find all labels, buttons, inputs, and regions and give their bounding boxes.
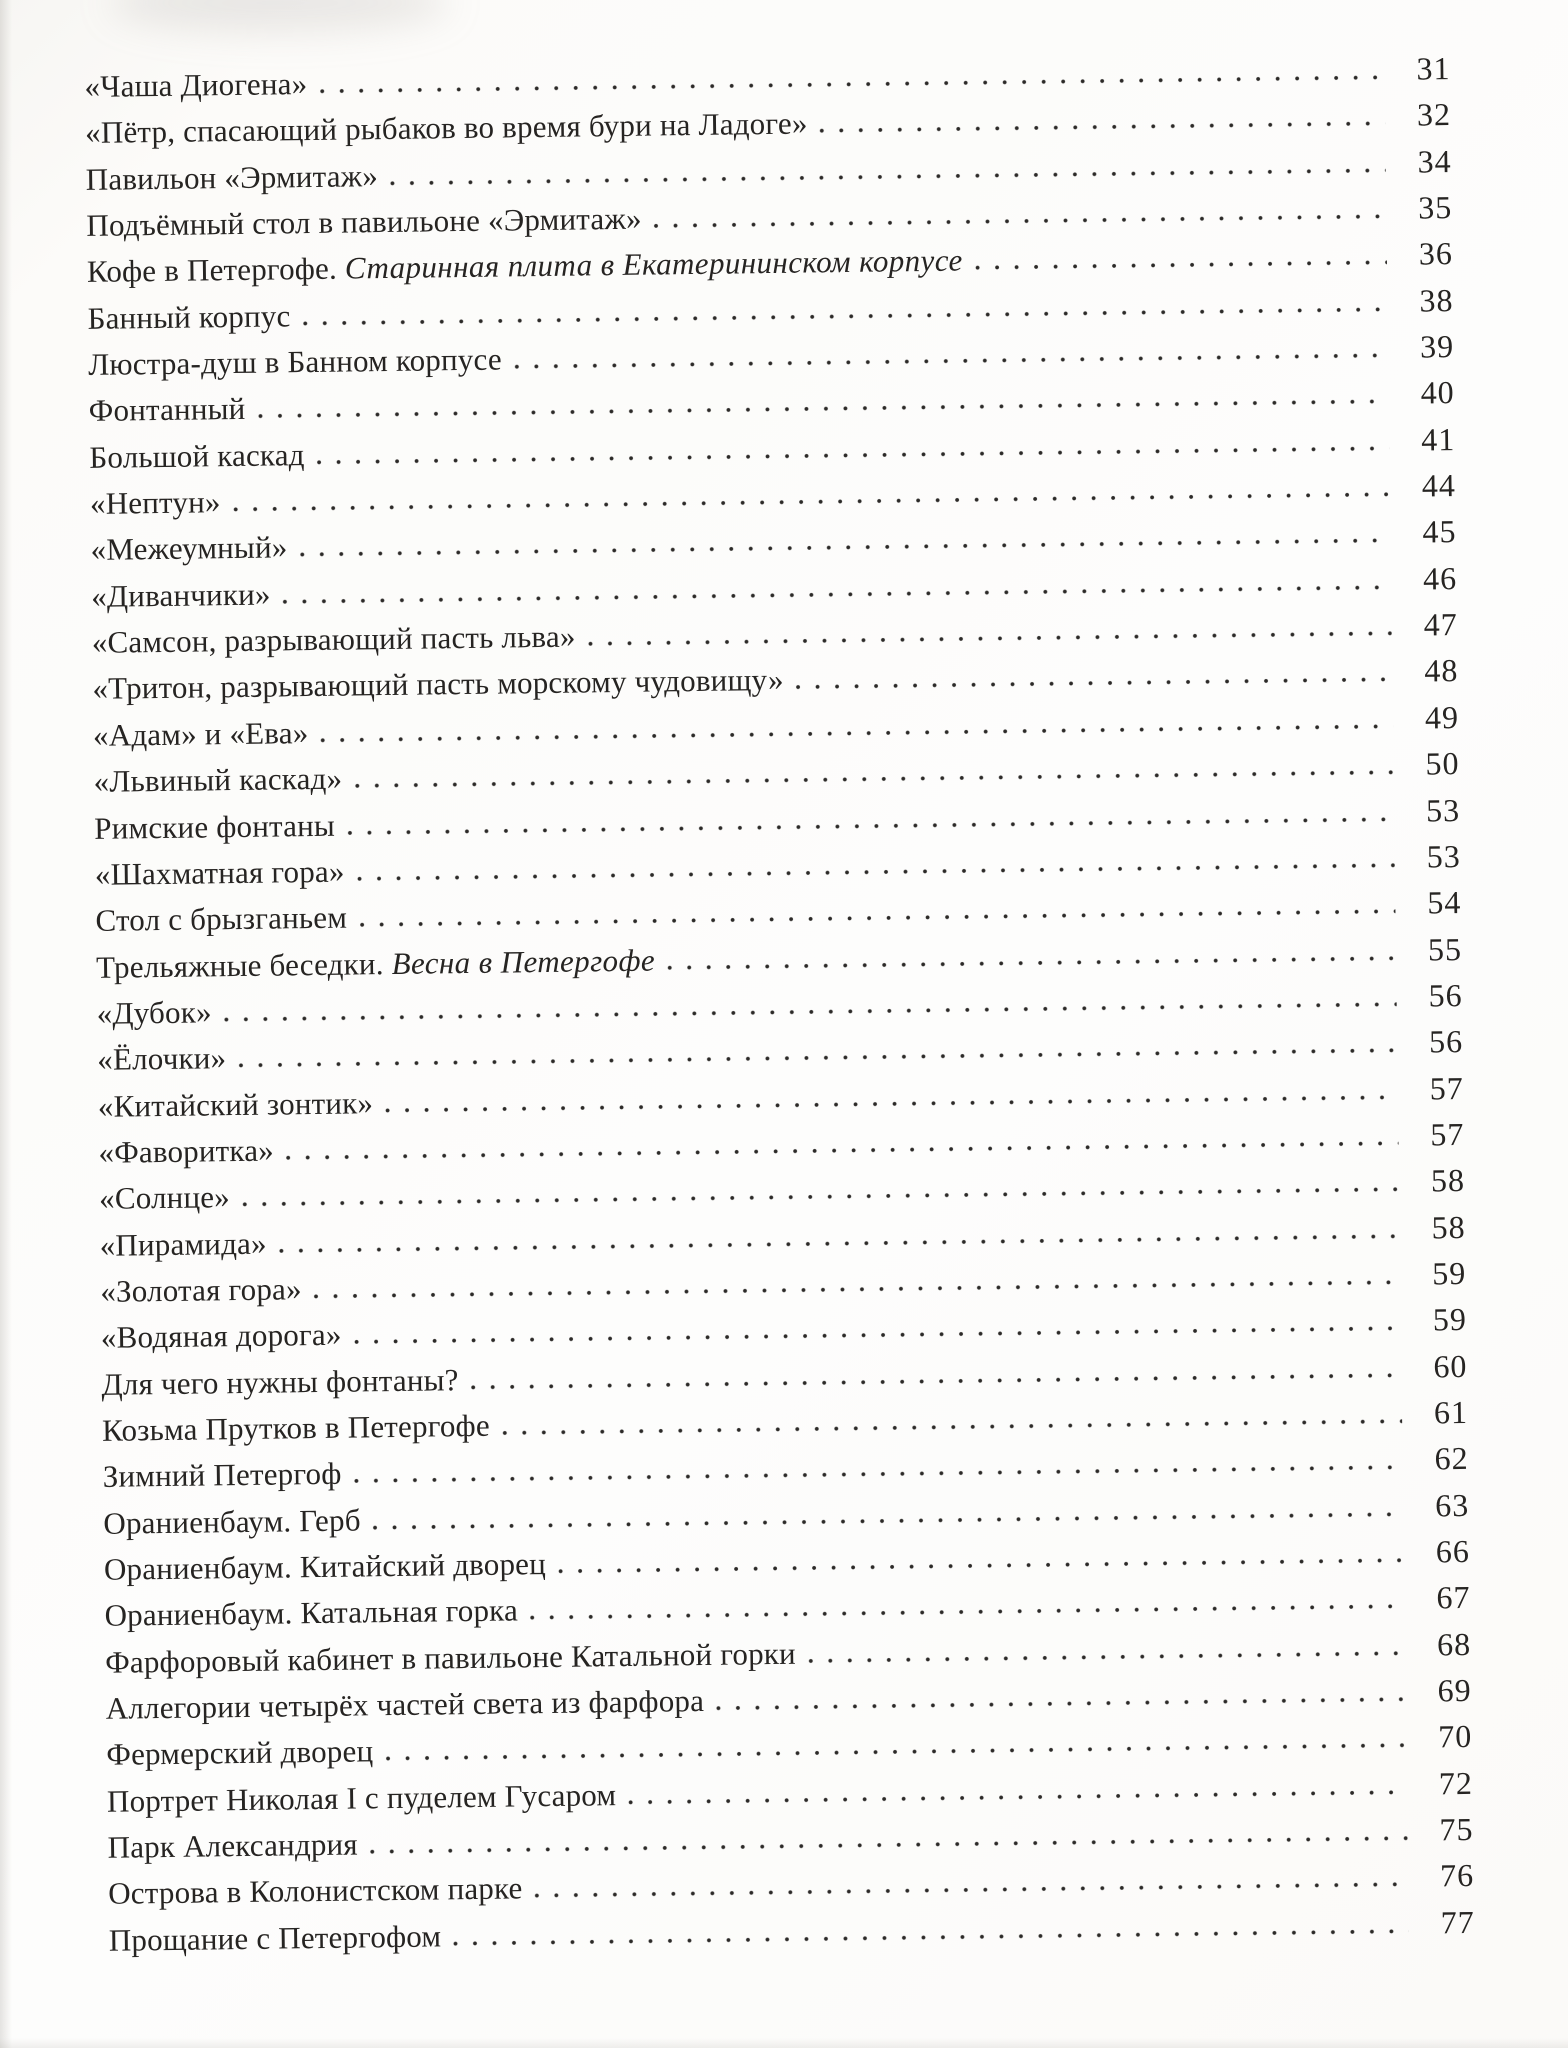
toc-entry-title: «Китайский зонтик»: [97, 1084, 374, 1124]
toc-entry-page: 41: [1421, 420, 1456, 458]
dot-leader: [317, 446, 1390, 465]
toc-entry-title: Зимний Петергоф: [102, 1456, 342, 1495]
toc-entry-title: Подъёмный стол в павильоне «Эрмитаж»: [86, 200, 642, 243]
dot-leader: [354, 1326, 1401, 1345]
toc-entry-page: 68: [1436, 1625, 1472, 1663]
dot-leader: [535, 1882, 1409, 1898]
toc-entry-page: 40: [1420, 374, 1455, 411]
dot-leader: [975, 260, 1387, 270]
dot-leader: [299, 538, 1390, 557]
toc-entry-title: «Тритон, разрывающий пасть морскому чудовищу»: [92, 662, 784, 707]
toc-entry-page: 70: [1438, 1718, 1473, 1755]
dot-leader: [558, 1558, 1404, 1574]
toc-entry-page: 56: [1428, 976, 1463, 1014]
scan-edge-shadow-bottom: [0, 2038, 1568, 2048]
toc-entry-page: 59: [1431, 1254, 1467, 1292]
toc-entry-title: «Адам» и «Ева»: [92, 714, 309, 753]
toc-entry-title: Ораниенбаум. Герб: [103, 1502, 361, 1541]
toc-entry-page: 49: [1424, 698, 1460, 736]
toc-entry-page: 75: [1439, 1810, 1474, 1848]
toc-entry-title: Римские фонтаны: [94, 807, 336, 846]
toc-entry-title: Большой каскад: [89, 436, 305, 475]
toc-entry-page: 57: [1430, 1115, 1465, 1153]
toc-entry-page: 56: [1428, 1023, 1464, 1060]
toc-entry-title: Козьма Прутков в Петергофе: [101, 1407, 491, 1448]
dot-leader: [224, 1002, 1397, 1022]
toc-entry-title: «Пётр, спасающий рыбаков во время бури на Ладоге»: [84, 105, 808, 151]
toc-entry-title: Парк Александрия: [107, 1826, 358, 1865]
toc-entry-page: 35: [1418, 189, 1453, 226]
dot-leader: [514, 353, 1388, 369]
toc-entry-page: 53: [1426, 837, 1461, 875]
toc-entry-title: «Нептун»: [89, 484, 221, 521]
dot-leader: [238, 1048, 1397, 1068]
dot-leader: [530, 1604, 1405, 1620]
toc-entry-page: 59: [1432, 1301, 1468, 1338]
dot-leader: [314, 1280, 1401, 1299]
toc-entry-title: «Самсон, разрывающий пасть льва»: [91, 618, 576, 661]
dot-leader: [654, 214, 1387, 229]
toc-entry-page: 31: [1416, 50, 1451, 87]
toc-entry-page: 63: [1434, 1486, 1470, 1524]
toc-entry-page: 39: [1419, 328, 1455, 365]
toc-entry-title: «Золотая гора»: [100, 1271, 302, 1309]
dot-leader: [283, 585, 1392, 605]
toc-entry-title: Портрет Николая I с пуделем Гусаром: [106, 1776, 617, 1819]
toc-entry-page: 76: [1439, 1857, 1475, 1894]
toc-entry-page: 57: [1429, 1069, 1465, 1106]
dot-leader: [258, 399, 1389, 419]
dot-leader: [370, 1836, 1408, 1855]
toc-entry-page: 54: [1427, 884, 1462, 921]
toc-list: [84, 31, 1475, 1963]
dot-leader: [286, 1141, 1399, 1161]
dot-leader: [453, 1929, 1409, 1947]
dot-leader: [242, 1187, 1399, 1207]
dot-leader: [359, 909, 1395, 928]
dot-leader: [357, 863, 1395, 882]
toc-entry-page: 58: [1431, 1208, 1466, 1245]
toc-entry-title: Фонтанный: [88, 391, 246, 429]
dot-leader: [588, 631, 1392, 647]
toc-entry-page: 45: [1422, 513, 1457, 550]
toc-entry-title: Прощание с Петергофом: [108, 1918, 442, 1958]
dot-leader: [390, 168, 1386, 186]
dot-leader: [319, 75, 1384, 94]
toc-entry-title: Фарфоровый кабинет в павильоне Катальной горки: [104, 1635, 797, 1680]
toc-entry-title: «Пирамида»: [99, 1225, 267, 1263]
dot-leader: [320, 724, 1393, 743]
toc-entry-title: «Дубок»: [96, 994, 212, 1031]
toc-entry-page: 36: [1418, 235, 1454, 272]
toc-entry-title: Стол с брызганьем: [95, 899, 348, 939]
dot-leader: [347, 816, 1394, 835]
dot-leader: [354, 770, 1393, 789]
toc-entry-page: 46: [1422, 559, 1458, 597]
toc-entry-subtitle-italic: Весна в Петергофе: [391, 942, 656, 981]
toc-entry-page: 34: [1417, 142, 1452, 180]
toc-entry-title: Острова в Колонистском парке: [107, 1870, 523, 1912]
toc-entry-page: 48: [1424, 652, 1459, 689]
dot-leader: [796, 677, 1393, 690]
dot-leader: [385, 1094, 1398, 1112]
toc-entry-title: Банный корпус: [87, 297, 291, 336]
dot-leader: [808, 1650, 1405, 1663]
toc-entry-page: 58: [1430, 1162, 1466, 1199]
toc-entry-title: «Львиный каскад»: [93, 760, 343, 800]
toc-entry-title: Ораниенбаум. Катальная горка: [104, 1592, 519, 1634]
toc-entry-page: 55: [1427, 930, 1463, 967]
toc-entry-page: 67: [1436, 1579, 1471, 1616]
dot-leader: [471, 1372, 1402, 1389]
toc-content: [84, 31, 1475, 1963]
toc-entry-title: «Фаворитка»: [98, 1132, 275, 1170]
toc-entry-page: 53: [1425, 791, 1461, 828]
toc-entry-page: 69: [1437, 1671, 1472, 1709]
dot-leader: [354, 1465, 1403, 1484]
dot-leader: [233, 492, 1390, 512]
toc-entry-title: «Шахматная гора»: [94, 853, 345, 892]
toc-entry-page: 60: [1433, 1347, 1468, 1385]
dot-leader: [667, 955, 1396, 970]
toc-entry-title: Кофе в Петергофе. Старинная плита в Екатерининском корпусе: [86, 242, 963, 290]
toc-entry-title: «Солнце»: [98, 1179, 231, 1217]
dot-leader: [502, 1419, 1402, 1436]
toc-entry-page: 62: [1434, 1440, 1469, 1477]
toc-entry-page: 44: [1421, 467, 1457, 504]
toc-entry-page: 47: [1423, 606, 1458, 643]
toc-entry-page: 66: [1435, 1532, 1471, 1570]
toc-entry-title: «Чаша Диогена»: [84, 66, 308, 104]
toc-entry-title: «Ёлочки»: [97, 1040, 227, 1078]
toc-entry-page: 50: [1425, 745, 1460, 782]
toc-entry-title: Ораниенбаум. Китайский дворец: [103, 1546, 547, 1587]
toc-entry-title: «Водяная дорога»: [100, 1316, 342, 1356]
dot-leader: [373, 1511, 1404, 1529]
dot-leader: [628, 1789, 1407, 1804]
toc-entry-title: Трельяжные беседки. Весна в Петергофе: [95, 942, 656, 985]
toc-entry-title: «Диванчики»: [90, 576, 271, 614]
toc-entry-title: «Межеумный»: [90, 529, 288, 568]
dot-leader: [820, 121, 1386, 133]
dot-leader: [302, 307, 1387, 326]
toc-entry-title: Аллегории четырёх частей света из фарфора: [105, 1682, 705, 1726]
toc-entry-page: 77: [1440, 1903, 1475, 1941]
dot-leader: [279, 1233, 1400, 1253]
toc-entry-title: Люстра-душ в Банном корпусе: [87, 341, 503, 382]
toc-entry-page: 72: [1438, 1764, 1474, 1802]
toc-entry-title: Фермерский дворец: [106, 1733, 374, 1773]
scan-edge-shadow-left: [0, 0, 12, 2048]
toc-entry-title: Для чего нужны фонтаны?: [101, 1361, 459, 1402]
scan-smudge: [110, 0, 450, 32]
toc-entry-subtitle-italic: Старинная плита в Екатерининском корпусе: [344, 242, 963, 286]
dot-leader: [385, 1743, 1406, 1761]
toc-entry-title: Павильон «Эрмитаж»: [85, 157, 379, 197]
toc-entry-page: 38: [1419, 281, 1454, 319]
toc-entry-page: 61: [1433, 1393, 1469, 1431]
dot-leader: [716, 1697, 1406, 1711]
toc-entry-page: 32: [1416, 96, 1452, 133]
